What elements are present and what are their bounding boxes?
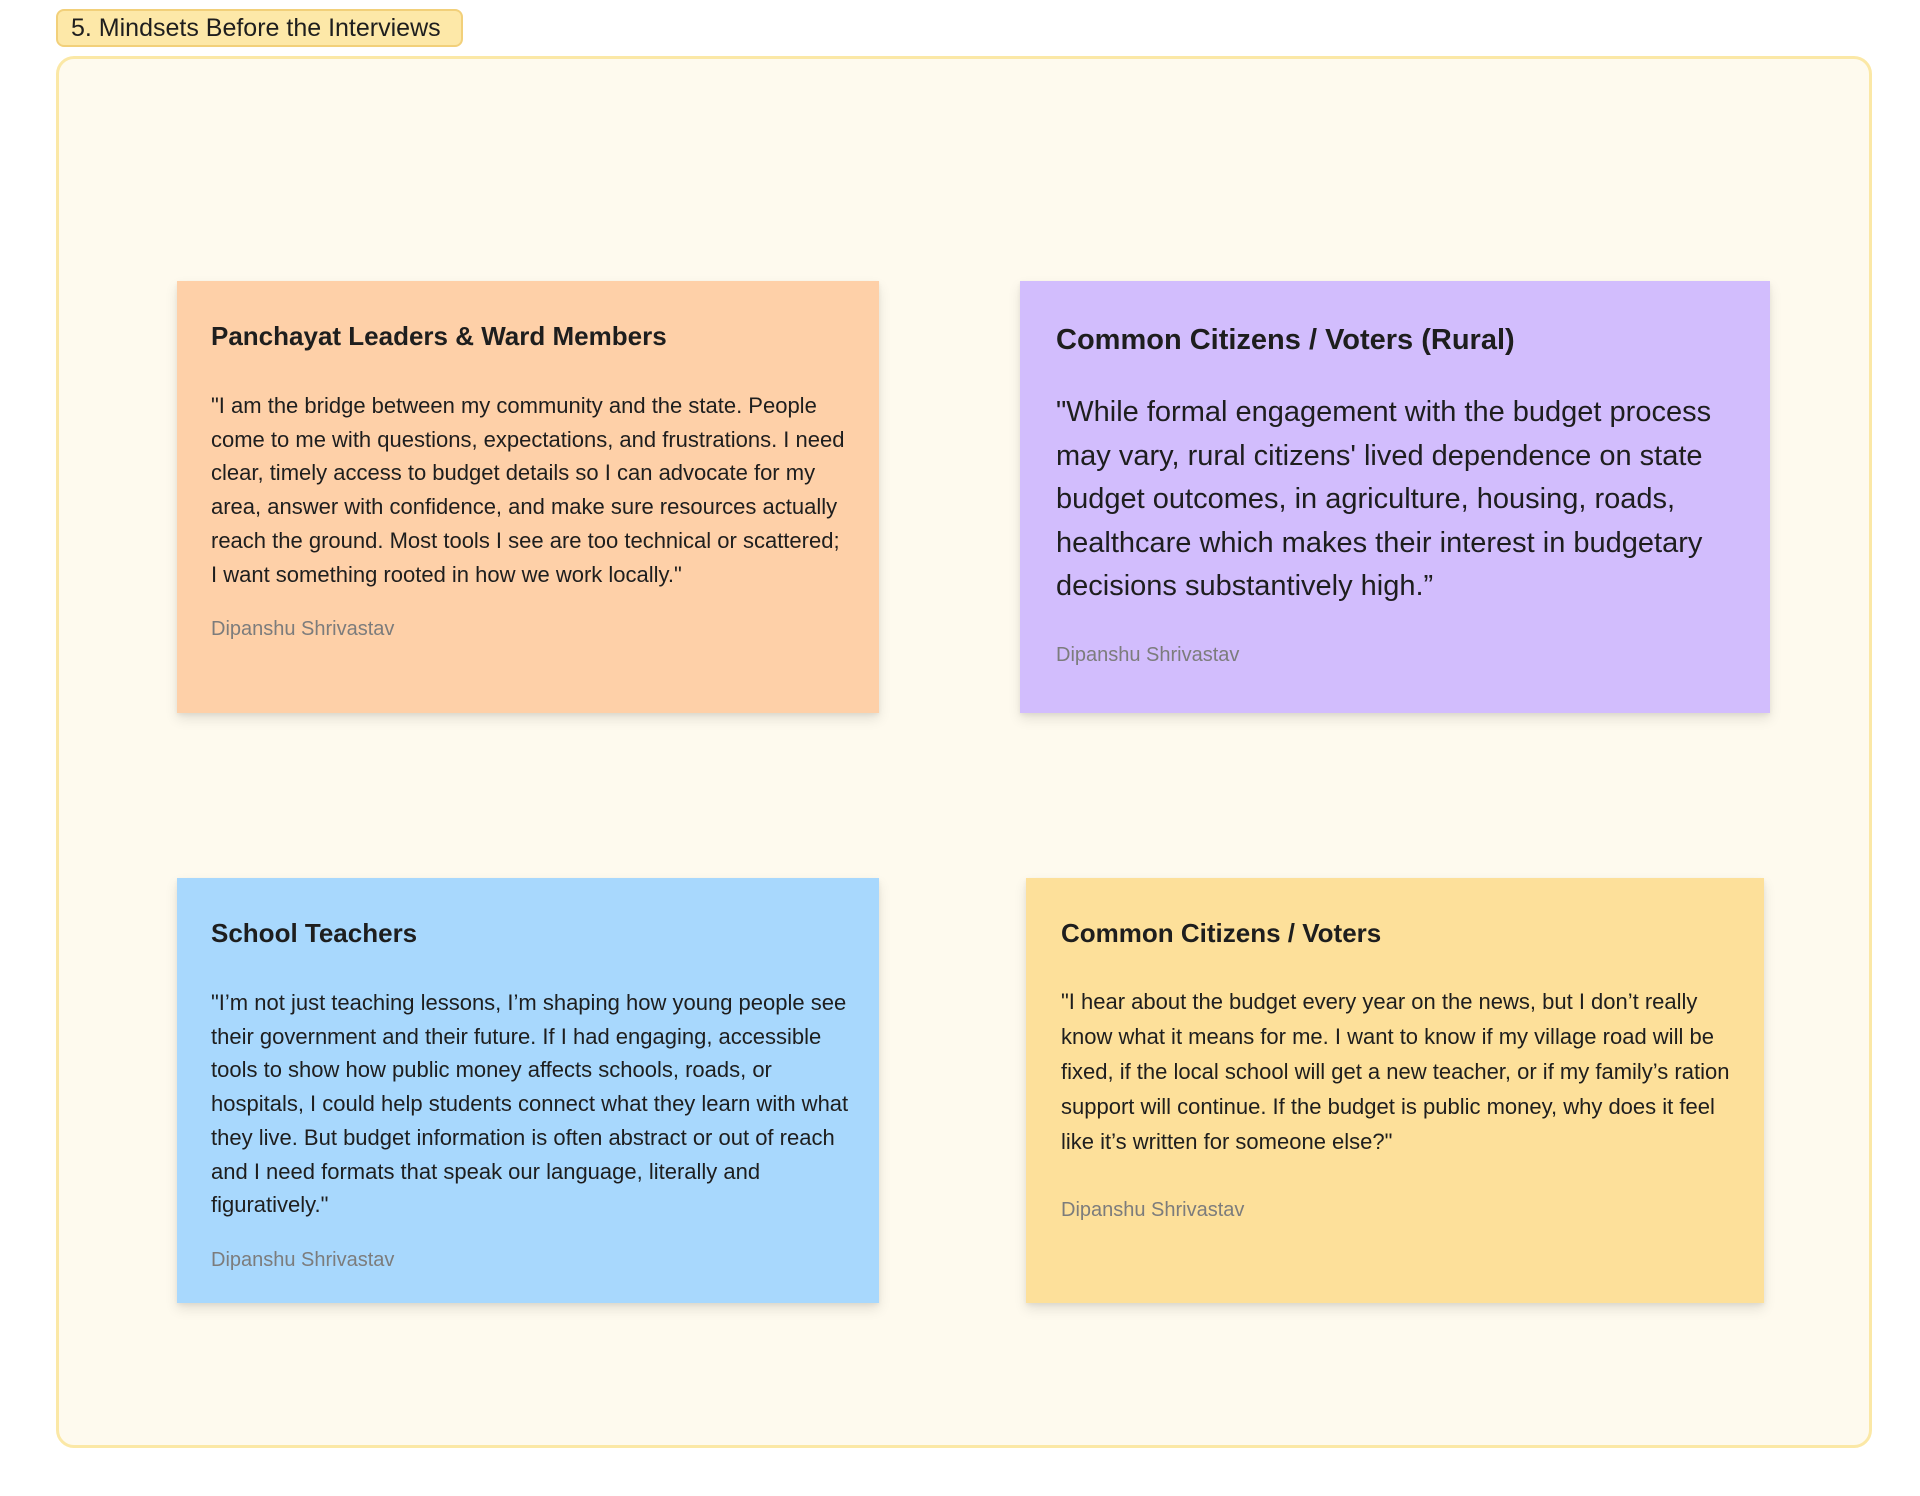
sticky-note-author: Dipanshu Shrivastav	[1056, 643, 1240, 666]
sticky-note-author: Dipanshu Shrivastav	[211, 618, 395, 641]
sticky-note-rural-citizens[interactable]	[1020, 281, 1770, 713]
sticky-note-quote: "I am the bridge between my community and the state. People come to me with questions, expectations, and frustrations. I need clear, timely access to budget details so I can advocate for my area, answer with confidence, and make sure resources actually reach the ground. Most tools I see are too technical or scattered; I want something rooted in how we work locally."	[211, 393, 845, 587]
sticky-note-title: School Teachers	[211, 918, 418, 948]
sticky-note-author: Dipanshu Shrivastav	[211, 1248, 395, 1271]
sticky-note-author: Dipanshu Shrivastav	[1061, 1199, 1245, 1221]
sticky-note-common-citizens[interactable]	[1026, 878, 1764, 1303]
section-title[interactable]: 5. Mindsets Before the Interviews	[56, 9, 463, 47]
sticky-note-title: Panchayat Leaders & Ward Members	[211, 321, 667, 351]
sticky-note-title: Common Citizens / Voters	[1061, 918, 1382, 948]
sticky-note-school-teachers[interactable]	[177, 878, 879, 1303]
sticky-note-title: Common Citizens / Voters (Rural)	[1056, 324, 1515, 356]
sticky-note-panchayat-leaders[interactable]	[177, 281, 879, 713]
sticky-note-quote: "While formal engagement with the budget process may vary, rural citizens' lived dependence on state budget outcomes, in agriculture, housing, roads, healthcare which makes their interest in budgetary decisions substantively high.”	[1056, 396, 1712, 602]
sticky-note-quote: "I’m not just teaching lessons, I’m shaping how young people see their government and their future. If I had engaging, accessible tools to show how public money affects schools, roads, or hospitals, I could help students connect what they learn with what they live. But budget information is often abstract or out of reach and I need formats that speak our language, literally and figuratively."	[211, 990, 849, 1218]
sticky-note-quote: "I hear about the budget every year on the news, but I don’t really know what it means for me. I want to know if my village road will be fixed, if the local school will get a new teacher, or if my family’s ration support will continue. If the budget is public money, why does it feel like it’s written for someone else?"	[1061, 989, 1730, 1154]
